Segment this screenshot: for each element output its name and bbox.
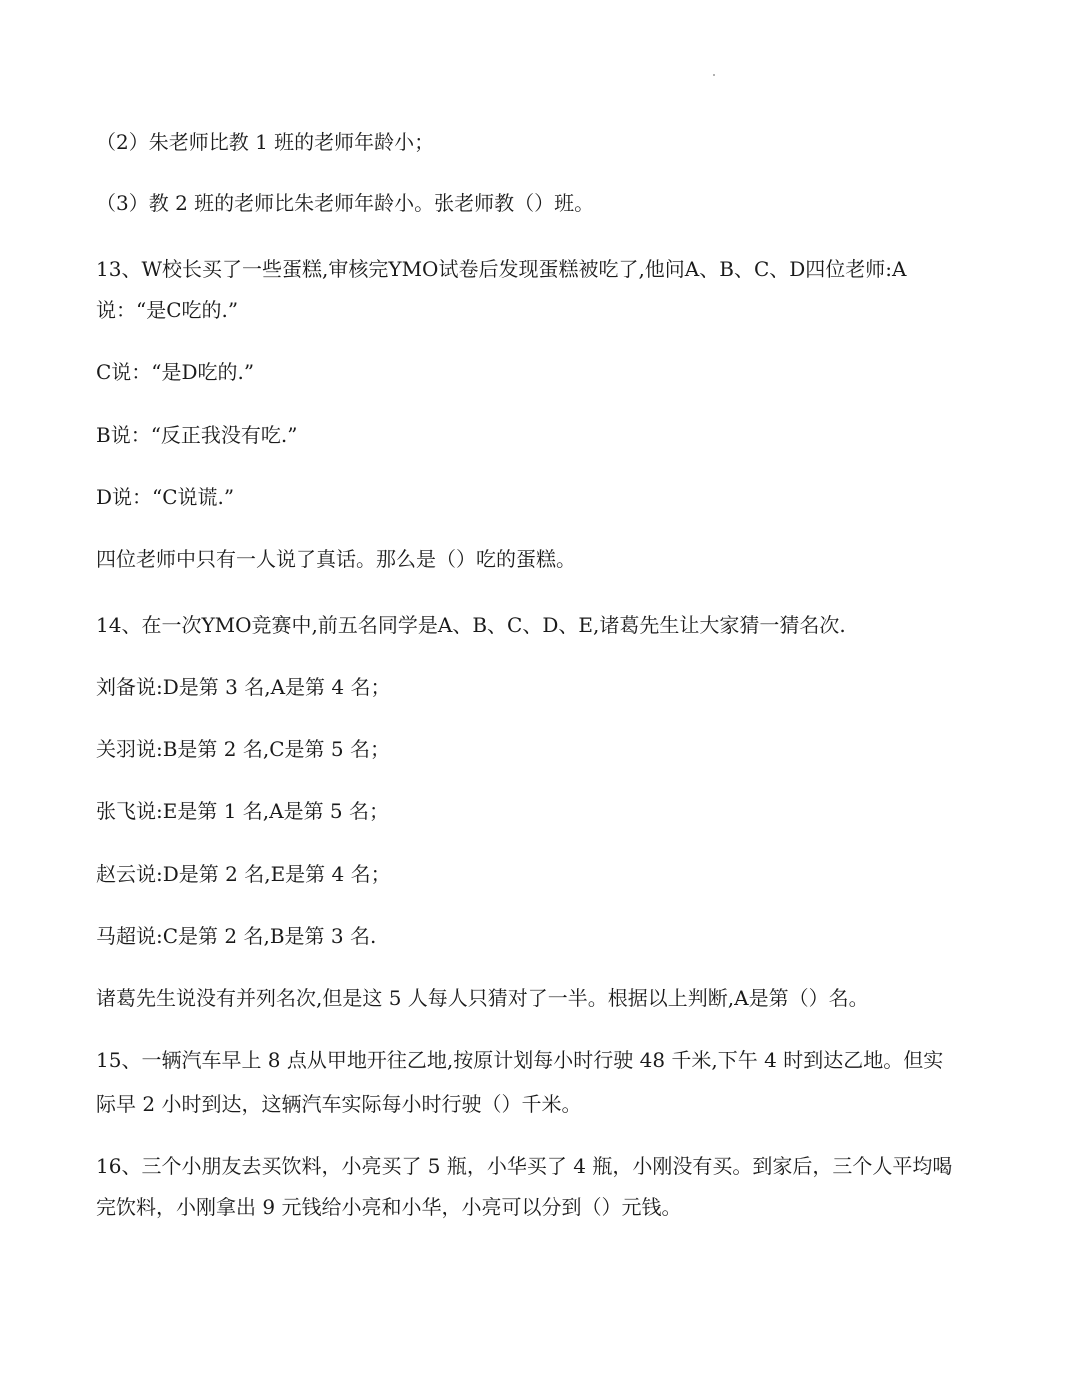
q13-stem-line-1: 13、W校长买了一些蛋糕,审核完YMO试卷后发现蛋糕被吃了,他问A、B、C、D四位老师:A [96,257,907,281]
scan-dot [713,74,715,76]
q14-guess-zhaoyun: 赵云说:D是第 2 名,E是第 4 名； [96,862,391,886]
q13-statement-c: C说：“是D吃的.” [96,360,255,384]
q15-line-1: 15、一辆汽车早上 8 点从甲地开往乙地,按原计划每小时行驶 48 千米,下午 4 时到达乙地。但实 [96,1048,944,1072]
q14-question: 诸葛先生说没有并列名次,但是这 5 人每人只猜对了一半。根据以上判断,A是第（）名。 [96,986,869,1010]
q14-guess-machao: 马超说:C是第 2 名,B是第 3 名. [96,924,377,948]
q13-question: 四位老师中只有一人说了真话。那么是（）吃的蛋糕。 [96,547,576,571]
q12-condition-2: （2）朱老师比教 1 班的老师年龄小； [96,130,435,154]
q16-line-2: 完饮料，小刚拿出 9 元钱给小亮和小华，小亮可以分到（）元钱。 [96,1195,682,1219]
q15-line-2: 际早 2 小时到达，这辆汽车实际每小时行驶（）千米。 [96,1092,582,1116]
q16-line-1: 16、三个小朋友去买饮料，小亮买了 5 瓶，小华买了 4 瓶，小刚没有买。到家后，三个人平均喝 [96,1154,953,1178]
q12-condition-3: （3）教 2 班的老师比朱老师年龄小。张老师教（）班。 [96,191,595,215]
q13-statement-b: B说：“反正我没有吃.” [96,423,298,447]
q14-guess-guanyu: 关羽说:B是第 2 名,C是第 5 名； [96,737,390,761]
q13-statement-d: D说：“C说谎.” [96,485,235,509]
q14-stem: 14、在一次YMO竞赛中,前五名同学是A、B、C、D、E,诸葛先生让大家猜一猜名次. [96,613,846,637]
q14-guess-liubei: 刘备说:D是第 3 名,A是第 4 名； [96,675,391,699]
q14-guess-zhangfei: 张飞说:E是第 1 名,A是第 5 名； [96,799,390,823]
q13-stem-line-2: 说：“是C吃的.” [96,298,239,322]
